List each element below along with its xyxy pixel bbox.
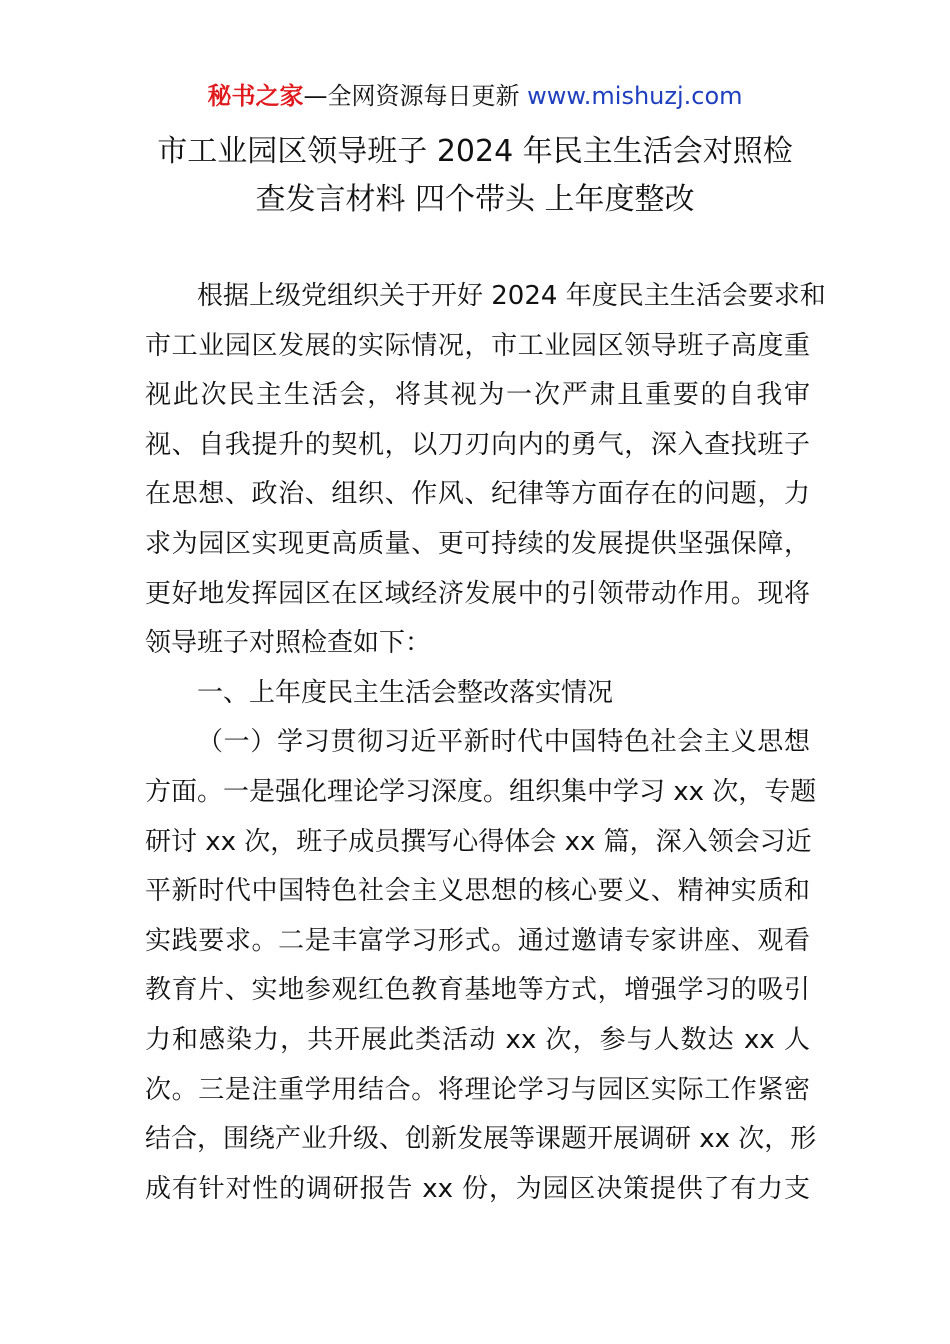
site-slogan: —全网资源每日更新 (303, 82, 528, 110)
body-line: 更好地发挥园区在区域经济发展中的引领带动作用。现将 (145, 578, 810, 609)
body-line: 力和感染力，共开展此类活动 xx 次，参与人数达 xx 人 (145, 1024, 810, 1055)
document-title-line-1: 市工业园区领导班子 2024 年民主生活会对照检 (157, 134, 793, 169)
body-line: 成有针对性的调研报告 xx 份，为园区决策提供了有力支 (145, 1173, 810, 1204)
brand-name: 秘书之家 (207, 82, 304, 110)
document-body (145, 272, 826, 1214)
body-line: 视、自我提升的契机，以刀刃向内的勇气，深入查找班子 (145, 429, 810, 460)
subsection-heading: （一）学习贯彻习近平新时代中国特色社会主义思想 (197, 727, 810, 758)
section-heading: 一、上年度民主生活会整改落实情况 (197, 677, 614, 708)
body-line: 次。三是注重学用结合。将理论学习与园区实际工作紧密 (145, 1074, 810, 1105)
body-line: 领导班子对照检查如下： (145, 628, 432, 659)
body-line: 根据上级党组织关于开好 2024 年度民主生活会要求和 (197, 281, 826, 311)
body-line: 方面。一是强化理论学习深度。组织集中学习 xx 次，专题 (145, 776, 817, 807)
body-line: 教育片、实地参观红色教育基地等方式，增强学习的吸引 (145, 975, 810, 1006)
document-title-line-2: 查发言材料 四个带头 上年度整改 (255, 182, 695, 217)
body-line: 研讨 xx 次，班子成员撰写心得体会 xx 篇，深入领会习近 (145, 826, 812, 857)
body-line: 平新时代中国特色社会主义思想的核心要义、精神实质和 (145, 876, 810, 907)
body-line: 求为园区实现更高质量、更可持续的发展提供坚强保障， (145, 528, 810, 559)
body-line: 市工业园区发展的实际情况，市工业园区领导班子高度重 (145, 330, 810, 361)
body-line: 在思想、政治、组织、作风、纪律等方面存在的问题，力 (145, 479, 810, 510)
site-url-link[interactable]: www.mishuzj.com (527, 82, 743, 110)
document-title (60, 128, 890, 224)
body-line: 结合，围绕产业升级、创新发展等课题开展调研 xx 次，形 (145, 1124, 817, 1155)
site-banner (0, 80, 950, 112)
body-line: 视此次民主生活会，将其视为一次严肃且重要的自我审 (145, 380, 810, 411)
body-line: 实践要求。二是丰富学习形式。通过邀请专家讲座、观看 (145, 925, 810, 956)
